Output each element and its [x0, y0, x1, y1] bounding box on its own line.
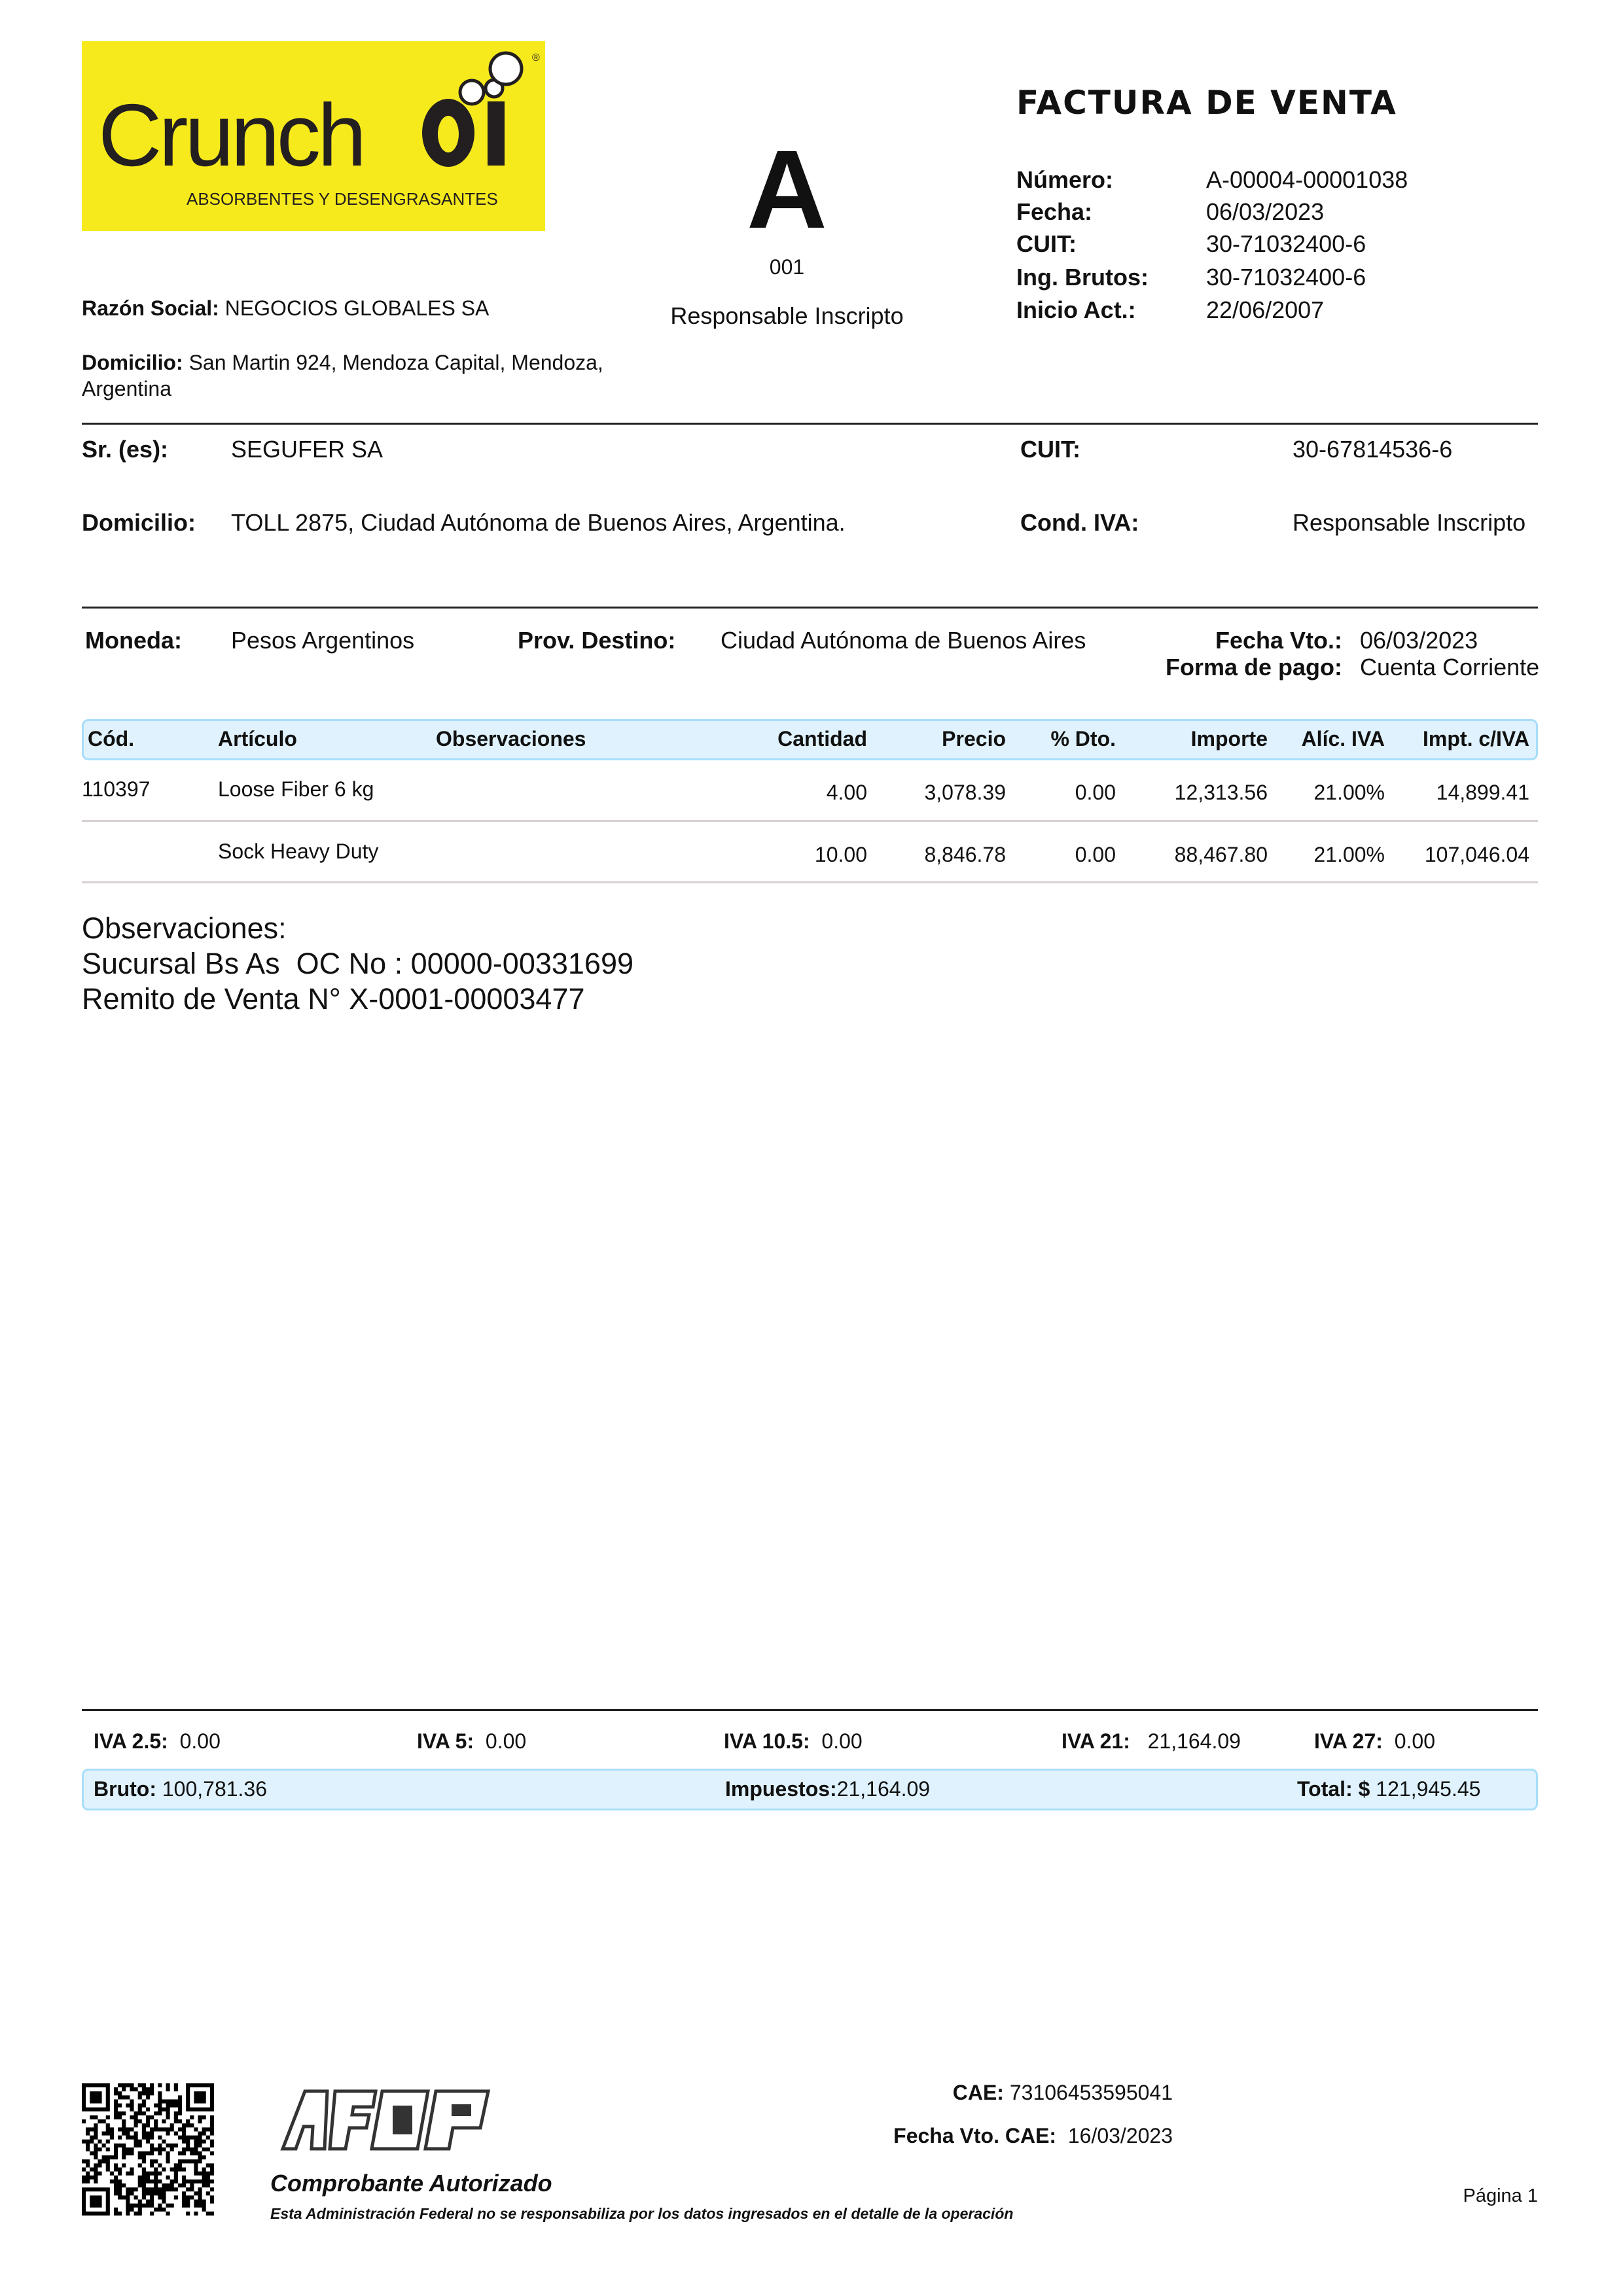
client-cuit-label: CUIT: [1020, 436, 1080, 463]
ing-brutos-label: Ing. Brutos: [1016, 264, 1149, 291]
client-name-value: SEGUFER SA [231, 436, 383, 463]
province-label: Prov. Destino: [518, 627, 676, 654]
cell-amount-with-iva: 14,899.41 [1436, 781, 1529, 804]
page-number: Página 1 [1463, 2185, 1538, 2206]
client-cuit-value: 30-67814536-6 [1293, 436, 1453, 463]
province-value: Ciudad Autónoma de Buenos Aires [721, 627, 1086, 654]
inicio-act-value: 22/06/2007 [1206, 296, 1325, 323]
iva-value: 0.00 [485, 1729, 527, 1753]
col-article: Artículo [218, 727, 297, 751]
cell-iva-rate: 21.00% [1313, 781, 1385, 804]
payment-label: Forma de pago: [1165, 654, 1342, 680]
taxes-label: Impuestos: [725, 1777, 837, 1801]
cae-label: CAE: [952, 2081, 1004, 2104]
cell-price: 8,846.78 [924, 843, 1006, 866]
afip-logo-icon [277, 2087, 500, 2153]
svg-text:Crunch: Crunch [98, 86, 364, 185]
col-discount: % Dto. [1050, 727, 1116, 751]
issuer-address [82, 351, 603, 375]
observations [82, 911, 633, 1017]
gross-total [94, 1777, 267, 1801]
divider [82, 423, 1538, 425]
authorized-voucher: Comprobante Autorizado [270, 2170, 552, 2197]
due-date-label: Fecha Vto.: [1215, 627, 1342, 654]
payment-value: Cuenta Corriente [1360, 654, 1540, 680]
iva-value: 0.00 [1394, 1729, 1435, 1753]
currency-label: Moneda: [85, 627, 182, 654]
iva-value: 0.00 [179, 1729, 221, 1753]
qr-code-icon [82, 2083, 214, 2216]
cae-due-value: 16/03/2023 [1067, 2124, 1173, 2147]
disclaimer: Esta Administración Federal no se responsabiliza por los datos ingresados en el detalle de la operación [270, 2205, 1014, 2222]
cell-amount-with-iva: 107,046.04 [1424, 843, 1529, 866]
taxes-total [725, 1777, 930, 1801]
crunchoil-logo-icon [82, 41, 545, 231]
grand-total [1297, 1777, 1480, 1801]
date-value: 06/03/2023 [1206, 198, 1325, 225]
cell-quantity: 4.00 [826, 781, 867, 804]
issuer-address-value: San Martin 924, Mendoza Capital, Mendoza, [188, 351, 603, 374]
number-value: A-00004-00001038 [1206, 166, 1408, 193]
observations-line: Remito de Venta N° X-0001-00003477 [82, 982, 585, 1016]
col-amount: Importe [1190, 727, 1268, 751]
cell-article: Sock Heavy Duty [218, 839, 379, 863]
iva-label: IVA 2.5: [94, 1729, 168, 1753]
date-label: Fecha: [1016, 198, 1093, 225]
iva-5 [417, 1729, 526, 1754]
invoice-code: 001 [769, 255, 805, 279]
col-observations: Observaciones [436, 727, 586, 751]
iva-2-5 [94, 1729, 221, 1754]
col-code: Cód. [88, 727, 135, 751]
cell-iva-rate: 21.00% [1313, 843, 1385, 866]
row-divider [82, 881, 1538, 883]
issuer-address-label: Domicilio: [82, 351, 183, 374]
cuit-value: 30-71032400-6 [1206, 230, 1366, 257]
ing-brutos-value: 30-71032400-6 [1206, 264, 1366, 291]
iva-label: IVA 27: [1314, 1729, 1383, 1753]
col-iva-rate: Alíc. IVA [1301, 727, 1385, 751]
cell-discount: 0.00 [1075, 781, 1116, 804]
taxes-value: 21,164.09 [836, 1777, 931, 1801]
iva-value: 21,164.09 [1147, 1729, 1241, 1753]
cell-discount: 0.00 [1075, 843, 1116, 866]
iva-10-5 [724, 1729, 863, 1754]
iva-value: 0.00 [821, 1729, 863, 1753]
svg-text:®: ® [532, 52, 540, 63]
currency-value: Pesos Argentinos [231, 627, 415, 654]
cae-due-label: Fecha Vto. CAE: [893, 2124, 1057, 2147]
cell-amount: 12,313.56 [1174, 781, 1268, 804]
inicio-act-label: Inicio Act.: [1016, 296, 1136, 323]
row-divider [82, 820, 1538, 822]
document-title: FACTURA DE VENTA [1016, 84, 1397, 122]
observations-title: Observaciones: [82, 911, 287, 945]
iva-label: IVA 5: [417, 1729, 474, 1753]
client-address-value: TOLL 2875, Ciudad Autónoma de Buenos Aires, Argentina. [231, 509, 846, 536]
issuer-condition: Responsable Inscripto [670, 302, 904, 329]
cell-code: 110397 [82, 777, 151, 801]
razon-social-label: Razón Social: [82, 296, 219, 320]
total-value: 121,945.45 [1376, 1777, 1481, 1801]
cell-amount: 88,467.80 [1174, 843, 1268, 866]
razon-social [82, 296, 489, 321]
cell-article: Loose Fiber 6 kg [218, 777, 374, 801]
issuer-address-line2: Argentina [82, 377, 171, 400]
razon-social-value: NEGOCIOS GLOBALES SA [224, 296, 490, 320]
client-iva-label: Cond. IVA: [1020, 509, 1139, 536]
iva-21 [1061, 1729, 1241, 1754]
cae [953, 2081, 1173, 2105]
client-name-label: Sr. (es): [82, 436, 169, 463]
divider [82, 1709, 1538, 1711]
due-date-value: 06/03/2023 [1360, 627, 1478, 654]
cell-quantity: 10.00 [814, 843, 867, 866]
company-logo [82, 41, 545, 231]
number-label: Número: [1016, 166, 1114, 193]
col-amount-with-iva: Impt. c/IVA [1423, 727, 1529, 751]
invoice-letter: A [747, 128, 827, 252]
cae-due-date [893, 2124, 1173, 2148]
iva-27 [1314, 1729, 1435, 1754]
client-address-label: Domicilio: [82, 509, 196, 536]
observations-line: Sucursal Bs As OC No : 00000-00331699 [82, 947, 634, 980]
gross-label: Bruto: [94, 1777, 156, 1801]
total-label: Total: $ [1297, 1777, 1370, 1801]
divider [82, 607, 1538, 609]
client-iva-value: Responsable Inscripto [1293, 509, 1526, 536]
cuit-label: CUIT: [1016, 230, 1077, 257]
cell-price: 3,078.39 [924, 781, 1006, 804]
iva-label: IVA 10.5: [724, 1729, 810, 1753]
col-quantity: Cantidad [777, 727, 867, 751]
cae-value: 73106453595041 [1009, 2081, 1173, 2104]
gross-value: 100,781.36 [162, 1777, 268, 1801]
logo-tagline: ABSORBENTES Y DESENGRASANTES [187, 189, 498, 209]
col-price: Precio [942, 727, 1006, 751]
iva-label: IVA 21: [1061, 1729, 1130, 1753]
